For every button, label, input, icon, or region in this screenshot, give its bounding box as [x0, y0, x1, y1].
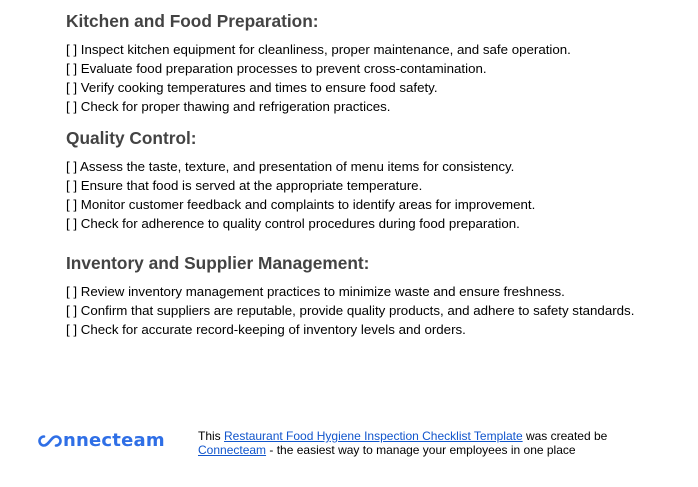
section-heading: Inventory and Supplier Management: — [66, 253, 370, 273]
footer — [0, 428, 698, 462]
checklist-item: [ ] Review inventory management practices to minimize waste and ensure freshness. — [66, 284, 565, 299]
section-quality-control — [66, 127, 666, 233]
checklist-item: [ ] Evaluate food preparation processes to prevent cross-contamination. — [66, 61, 487, 76]
checklist-item: [ ] Assess the taste, texture, and presentation of menu items for consistency. — [66, 159, 515, 174]
attribution-tagline: - the easiest way to manage your employees in one place — [266, 443, 576, 457]
checklist-item: [ ] Monitor customer feedback and complaints to identify areas for improvement. — [66, 197, 536, 212]
checklist-item: [ ] Check for proper thawing and refrigeration practices. — [66, 99, 391, 114]
footer-attribution — [198, 429, 607, 457]
checklist — [66, 157, 666, 233]
section-heading: Kitchen and Food Preparation: — [66, 11, 319, 31]
checklist-item: [ ] Check for adherence to quality control procedures during food preparation. — [66, 216, 520, 231]
checklist-item: [ ] Inspect kitchen equipment for cleanliness, proper maintenance, and safe operation. — [66, 42, 571, 57]
checklist — [66, 40, 666, 116]
section-heading: Quality Control: — [66, 128, 197, 148]
checklist-item: [ ] Ensure that food is served at the appropriate temperature. — [66, 178, 423, 193]
attribution-suffix: was created be — [522, 429, 608, 443]
logo-text: nnecteam — [63, 430, 165, 451]
checklist-item: [ ] Check for accurate record-keeping of inventory levels and orders. — [66, 322, 466, 337]
section-inventory-supplier-management — [66, 252, 666, 339]
section-kitchen-food-preparation — [66, 0, 666, 116]
connecteam-logo — [38, 430, 165, 451]
checklist — [66, 282, 666, 339]
checklist-item: [ ] Confirm that suppliers are reputable, provide quality products, and adhere to safety standards. — [66, 303, 635, 318]
checklist-item: [ ] Verify cooking temperatures and times to ensure food safety. — [66, 80, 438, 95]
attribution-prefix: This — [198, 429, 225, 443]
template-link[interactable]: Restaurant Food Hygiene Inspection Checklist Template — [224, 429, 523, 443]
connecteam-link[interactable]: Connecteam — [198, 443, 267, 457]
infinity-co-icon — [38, 434, 62, 448]
